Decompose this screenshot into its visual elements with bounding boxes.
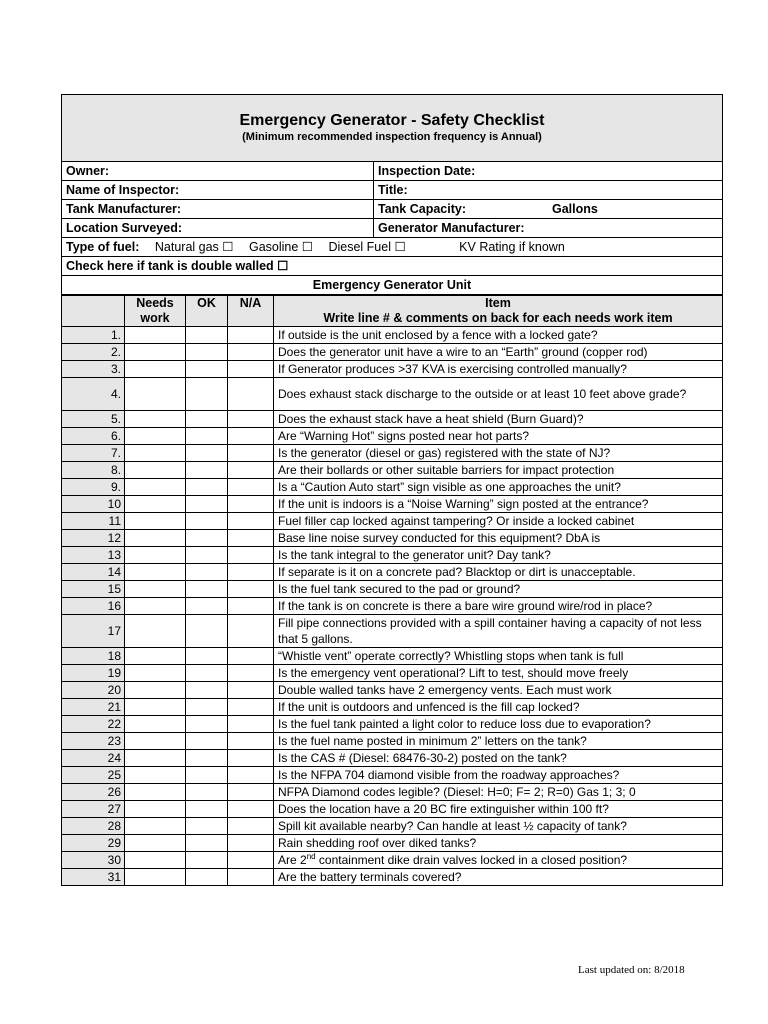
ok-checkbox[interactable]	[186, 462, 228, 479]
needs-work-checkbox[interactable]	[125, 818, 186, 835]
na-checkbox[interactable]	[228, 462, 274, 479]
checklist-row	[62, 648, 723, 665]
number-header	[62, 296, 125, 327]
checklist-row	[62, 581, 723, 598]
ok-checkbox[interactable]	[186, 327, 228, 344]
page-title: Emergency Generator - Safety Checklist	[239, 112, 545, 129]
checklist-table	[61, 295, 723, 886]
needs-work-checkbox[interactable]	[125, 852, 186, 869]
section-title: Emergency Generator Unit	[61, 276, 723, 295]
needs-work-checkbox[interactable]	[125, 801, 186, 818]
title-field[interactable]: Title:	[378, 183, 408, 197]
ok-checkbox[interactable]	[186, 665, 228, 682]
needs-work-checkbox[interactable]	[125, 361, 186, 378]
row-item-text: Does exhaust stack discharge to the outside or at least 10 feet above grade?	[274, 378, 723, 411]
info-row-location	[61, 219, 723, 238]
row-item-text: Double walled tanks have 2 emergency vents. Each must work	[274, 682, 723, 699]
row-item-text: If Generator produces >37 KVA is exercising controlled manually?	[274, 361, 723, 378]
na-checkbox[interactable]	[228, 767, 274, 784]
needs-work-checkbox[interactable]	[125, 479, 186, 496]
na-checkbox[interactable]	[228, 496, 274, 513]
na-checkbox[interactable]	[228, 361, 274, 378]
na-checkbox[interactable]	[228, 801, 274, 818]
needs-work-checkbox[interactable]	[125, 496, 186, 513]
na-header: N/A	[228, 296, 274, 327]
row-number: 13	[62, 547, 125, 564]
checklist-row	[62, 869, 723, 886]
needs-work-header: Needs work	[125, 296, 186, 327]
row-item-text: Is the generator (diesel or gas) registered with the state of NJ?	[274, 445, 723, 462]
row-number: 10	[62, 496, 125, 513]
row-number: 22	[62, 716, 125, 733]
needs-work-checkbox[interactable]	[125, 564, 186, 581]
needs-work-checkbox[interactable]	[125, 869, 186, 886]
ok-checkbox[interactable]	[186, 750, 228, 767]
page-subtitle: (Minimum recommended inspection frequency is Annual)	[242, 131, 542, 143]
ok-checkbox[interactable]	[186, 361, 228, 378]
row-item-text: Is the fuel tank secured to the pad or ground?	[274, 581, 723, 598]
ok-checkbox[interactable]	[186, 716, 228, 733]
row-number: 18	[62, 648, 125, 665]
row-item-text: Fill pipe connections provided with a spill container having a capacity of not less that 5 gallons.	[274, 615, 723, 648]
ok-checkbox[interactable]	[186, 428, 228, 445]
row-number: 11	[62, 513, 125, 530]
row-item-text-start: Are 2	[278, 853, 307, 867]
row-number: 30	[62, 852, 125, 869]
na-checkbox[interactable]	[228, 648, 274, 665]
row-number: 5.	[62, 411, 125, 428]
tank-capacity-label: Tank Capacity:	[378, 202, 466, 216]
table-header-row	[62, 296, 723, 327]
needs-work-checkbox[interactable]	[125, 767, 186, 784]
row-number: 12	[62, 530, 125, 547]
row-number: 19	[62, 665, 125, 682]
needs-work-checkbox[interactable]	[125, 716, 186, 733]
row-item-text: Is the fuel tank painted a light color to reduce loss due to evaporation?	[274, 716, 723, 733]
ordinal-suffix: nd	[306, 852, 316, 861]
row-number: 15	[62, 581, 125, 598]
checklist-row	[62, 716, 723, 733]
needs-work-checkbox[interactable]	[125, 547, 186, 564]
inspector-name-field[interactable]: Name of Inspector:	[62, 181, 374, 199]
row-item-text: If outside is the unit enclosed by a fence with a locked gate?	[274, 327, 723, 344]
row-number: 6.	[62, 428, 125, 445]
checklist-row	[62, 699, 723, 716]
row-item-text: Are the battery terminals covered?	[274, 869, 723, 886]
fuel-natural-gas-checkbox[interactable]: Natural gas ☐	[154, 240, 234, 254]
needs-work-checkbox[interactable]	[125, 378, 186, 411]
row-number: 4.	[62, 378, 125, 411]
checklist-row	[62, 530, 723, 547]
double-walled-checkbox[interactable]: Check here if tank is double walled ☐	[61, 257, 723, 276]
row-item-text: Is the CAS # (Diesel: 68476-30-2) posted on the tank?	[274, 750, 723, 767]
needs-work-checkbox[interactable]	[125, 665, 186, 682]
checklist-row	[62, 598, 723, 615]
row-number: 21	[62, 699, 125, 716]
ok-checkbox[interactable]	[186, 598, 228, 615]
generator-manufacturer-field[interactable]: Generator Manufacturer:	[378, 221, 525, 235]
checklist-sheet	[61, 94, 723, 886]
row-number: 1.	[62, 327, 125, 344]
row-number: 20	[62, 682, 125, 699]
ok-checkbox[interactable]	[186, 869, 228, 886]
row-number: 29	[62, 835, 125, 852]
row-item-text: NFPA Diamond codes legible? (Diesel: H=0; F= 2; R=0) Gas 1; 3; 0	[274, 784, 723, 801]
fuel-gasoline-checkbox[interactable]: Gasoline ☐	[248, 240, 313, 254]
row-number: 23	[62, 733, 125, 750]
needs-work-checkbox[interactable]	[125, 581, 186, 598]
row-item-text: If the unit is outdoors and unfenced is the fill cap locked?	[274, 699, 723, 716]
row-number: 25	[62, 767, 125, 784]
ok-checkbox[interactable]	[186, 496, 228, 513]
row-item-text: Fuel filler cap locked against tampering? Or inside a locked cabinet	[274, 513, 723, 530]
fuel-diesel-checkbox[interactable]: Diesel Fuel ☐	[328, 240, 406, 254]
row-number: 2.	[62, 344, 125, 361]
row-item-text: Is a “Caution Auto start” sign visible as one approaches the unit?	[274, 479, 723, 496]
row-number: 16	[62, 598, 125, 615]
ok-checkbox[interactable]	[186, 547, 228, 564]
checklist-row	[62, 615, 723, 648]
na-checkbox[interactable]	[228, 378, 274, 411]
checklist-row	[62, 733, 723, 750]
ok-checkbox[interactable]	[186, 378, 228, 411]
needs-work-checkbox[interactable]	[125, 733, 186, 750]
na-checkbox[interactable]	[228, 547, 274, 564]
info-row-tank	[61, 200, 723, 219]
row-item-text: Base line noise survey conducted for this equipment? DbA is	[274, 530, 723, 547]
needs-work-checkbox[interactable]	[125, 750, 186, 767]
capacity-units: Gallons	[552, 202, 598, 216]
checklist-row	[62, 818, 723, 835]
row-number: 17	[62, 615, 125, 648]
na-checkbox[interactable]	[228, 818, 274, 835]
row-item-text: Rain shedding roof over diked tanks?	[274, 835, 723, 852]
ok-checkbox[interactable]	[186, 513, 228, 530]
checklist-row	[62, 665, 723, 682]
ok-checkbox[interactable]	[186, 801, 228, 818]
na-checkbox[interactable]	[228, 869, 274, 886]
checklist-row	[62, 835, 723, 852]
row-number: 31	[62, 869, 125, 886]
ok-checkbox[interactable]	[186, 699, 228, 716]
na-checkbox[interactable]	[228, 716, 274, 733]
checklist-row	[62, 411, 723, 428]
na-checkbox[interactable]	[228, 598, 274, 615]
needs-work-checkbox[interactable]	[125, 648, 186, 665]
na-checkbox[interactable]	[228, 581, 274, 598]
needs-work-checkbox[interactable]	[125, 530, 186, 547]
row-item-text: Are their bollards or other suitable barriers for impact protection	[274, 462, 723, 479]
owner-field[interactable]: Owner:	[62, 162, 374, 180]
ok-checkbox[interactable]	[186, 733, 228, 750]
checklist-row	[62, 361, 723, 378]
needs-work-checkbox[interactable]	[125, 784, 186, 801]
row-item-text: Does the exhaust stack have a heat shield (Burn Guard)?	[274, 411, 723, 428]
row-number: 8.	[62, 462, 125, 479]
row-item-text: Are “Warning Hot” signs posted near hot parts?	[274, 428, 723, 445]
ok-checkbox[interactable]	[186, 530, 228, 547]
row-number: 27	[62, 801, 125, 818]
checklist-row	[62, 682, 723, 699]
tank-manufacturer-field[interactable]: Tank Manufacturer:	[62, 200, 374, 218]
na-checkbox[interactable]	[228, 784, 274, 801]
checklist-row	[62, 801, 723, 818]
ok-header: OK	[186, 296, 228, 327]
na-checkbox[interactable]	[228, 327, 274, 344]
checklist-row	[62, 547, 723, 564]
na-checkbox[interactable]	[228, 750, 274, 767]
row-item-text: Is the emergency vent operational? Lift to test, should move freely	[274, 665, 723, 682]
na-checkbox[interactable]	[228, 835, 274, 852]
row-number: 26	[62, 784, 125, 801]
na-checkbox[interactable]	[228, 852, 274, 869]
needs-work-checkbox[interactable]	[125, 428, 186, 445]
na-checkbox[interactable]	[228, 411, 274, 428]
checklist-row	[62, 344, 723, 361]
na-checkbox[interactable]	[228, 665, 274, 682]
needs-work-checkbox[interactable]	[125, 835, 186, 852]
needs-work-checkbox[interactable]	[125, 513, 186, 530]
na-checkbox[interactable]	[228, 479, 274, 496]
row-item-text: Does the location have a 20 BC fire extinguisher within 100 ft?	[274, 801, 723, 818]
na-checkbox[interactable]	[228, 733, 274, 750]
row-item-text: If the tank is on concrete is there a bare wire ground wire/rod in place?	[274, 598, 723, 615]
ok-checkbox[interactable]	[186, 852, 228, 869]
row-item-text: Does the generator unit have a wire to an “Earth” ground (copper rod)	[274, 344, 723, 361]
ok-checkbox[interactable]	[186, 615, 228, 648]
checklist-row	[62, 327, 723, 344]
info-row-inspector	[61, 181, 723, 200]
checklist-row	[62, 750, 723, 767]
row-item-text: If separate is it on a concrete pad? Blacktop or dirt is unacceptable.	[274, 564, 723, 581]
kv-rating-label: KV Rating if known	[459, 240, 565, 254]
last-updated: Last updated on: 8/2018	[578, 964, 685, 976]
row-number: 14	[62, 564, 125, 581]
checklist-row	[62, 513, 723, 530]
ok-checkbox[interactable]	[186, 581, 228, 598]
na-checkbox[interactable]	[228, 513, 274, 530]
needs-work-checkbox[interactable]	[125, 344, 186, 361]
ok-checkbox[interactable]	[186, 445, 228, 462]
header-box	[61, 94, 723, 162]
needs-work-checkbox[interactable]	[125, 462, 186, 479]
row-item-text: “Whistle vent” operate correctly? Whistling stops when tank is full	[274, 648, 723, 665]
needs-work-checkbox[interactable]	[125, 445, 186, 462]
na-checkbox[interactable]	[228, 699, 274, 716]
row-item-text-end: containment dike drain valves locked in a closed position?	[315, 853, 628, 867]
tank-capacity-field[interactable]	[374, 200, 722, 218]
row-item-text: If the unit is indoors is a “Noise Warning” sign posted at the entrance?	[274, 496, 723, 513]
ok-checkbox[interactable]	[186, 784, 228, 801]
checklist-row	[62, 852, 723, 869]
needs-work-checkbox[interactable]	[125, 699, 186, 716]
checklist-row	[62, 462, 723, 479]
row-number: 9.	[62, 479, 125, 496]
na-checkbox[interactable]	[228, 428, 274, 445]
ok-checkbox[interactable]	[186, 767, 228, 784]
inspection-date-field[interactable]: Inspection Date:	[378, 164, 476, 178]
checklist-row	[62, 564, 723, 581]
item-header-subtitle: Write line # & comments on back for each needs work item	[323, 311, 673, 325]
location-field[interactable]: Location Surveyed:	[62, 219, 374, 237]
needs-work-checkbox[interactable]	[125, 327, 186, 344]
info-row-owner	[61, 162, 723, 181]
na-checkbox[interactable]	[228, 564, 274, 581]
ok-checkbox[interactable]	[186, 344, 228, 361]
na-checkbox[interactable]	[228, 615, 274, 648]
checklist-row	[62, 378, 723, 411]
fuel-type-label: Type of fuel:	[66, 240, 140, 254]
ok-checkbox[interactable]	[186, 479, 228, 496]
checklist-row	[62, 445, 723, 462]
checklist-body	[62, 327, 723, 886]
checklist-row	[62, 784, 723, 801]
row-item-text: Is the NFPA 704 diamond visible from the roadway approaches?	[274, 767, 723, 784]
row-number: 28	[62, 818, 125, 835]
ok-checkbox[interactable]	[186, 564, 228, 581]
na-checkbox[interactable]	[228, 445, 274, 462]
item-header-title: Item	[485, 296, 511, 310]
row-number: 24	[62, 750, 125, 767]
checklist-row	[62, 496, 723, 513]
checklist-row	[62, 428, 723, 445]
row-number: 3.	[62, 361, 125, 378]
needs-work-checkbox[interactable]	[125, 615, 186, 648]
row-number: 7.	[62, 445, 125, 462]
needs-work-checkbox[interactable]	[125, 598, 186, 615]
row-item-text: Spill kit available nearby? Can handle at least ½ capacity of tank?	[274, 818, 723, 835]
checklist-row	[62, 479, 723, 496]
na-checkbox[interactable]	[228, 344, 274, 361]
ok-checkbox[interactable]	[186, 411, 228, 428]
ok-checkbox[interactable]	[186, 682, 228, 699]
checklist-row	[62, 767, 723, 784]
needs-work-checkbox[interactable]	[125, 411, 186, 428]
na-checkbox[interactable]	[228, 530, 274, 547]
row-item-text: Is the tank integral to the generator unit? Day tank?	[274, 547, 723, 564]
ok-checkbox[interactable]	[186, 818, 228, 835]
row-item-text	[274, 852, 723, 869]
fuel-type-row	[61, 238, 723, 257]
row-item-text: Is the fuel name posted in minimum 2” letters on the tank?	[274, 733, 723, 750]
item-header	[274, 296, 723, 327]
ok-checkbox[interactable]	[186, 648, 228, 665]
needs-work-checkbox[interactable]	[125, 682, 186, 699]
na-checkbox[interactable]	[228, 682, 274, 699]
ok-checkbox[interactable]	[186, 835, 228, 852]
